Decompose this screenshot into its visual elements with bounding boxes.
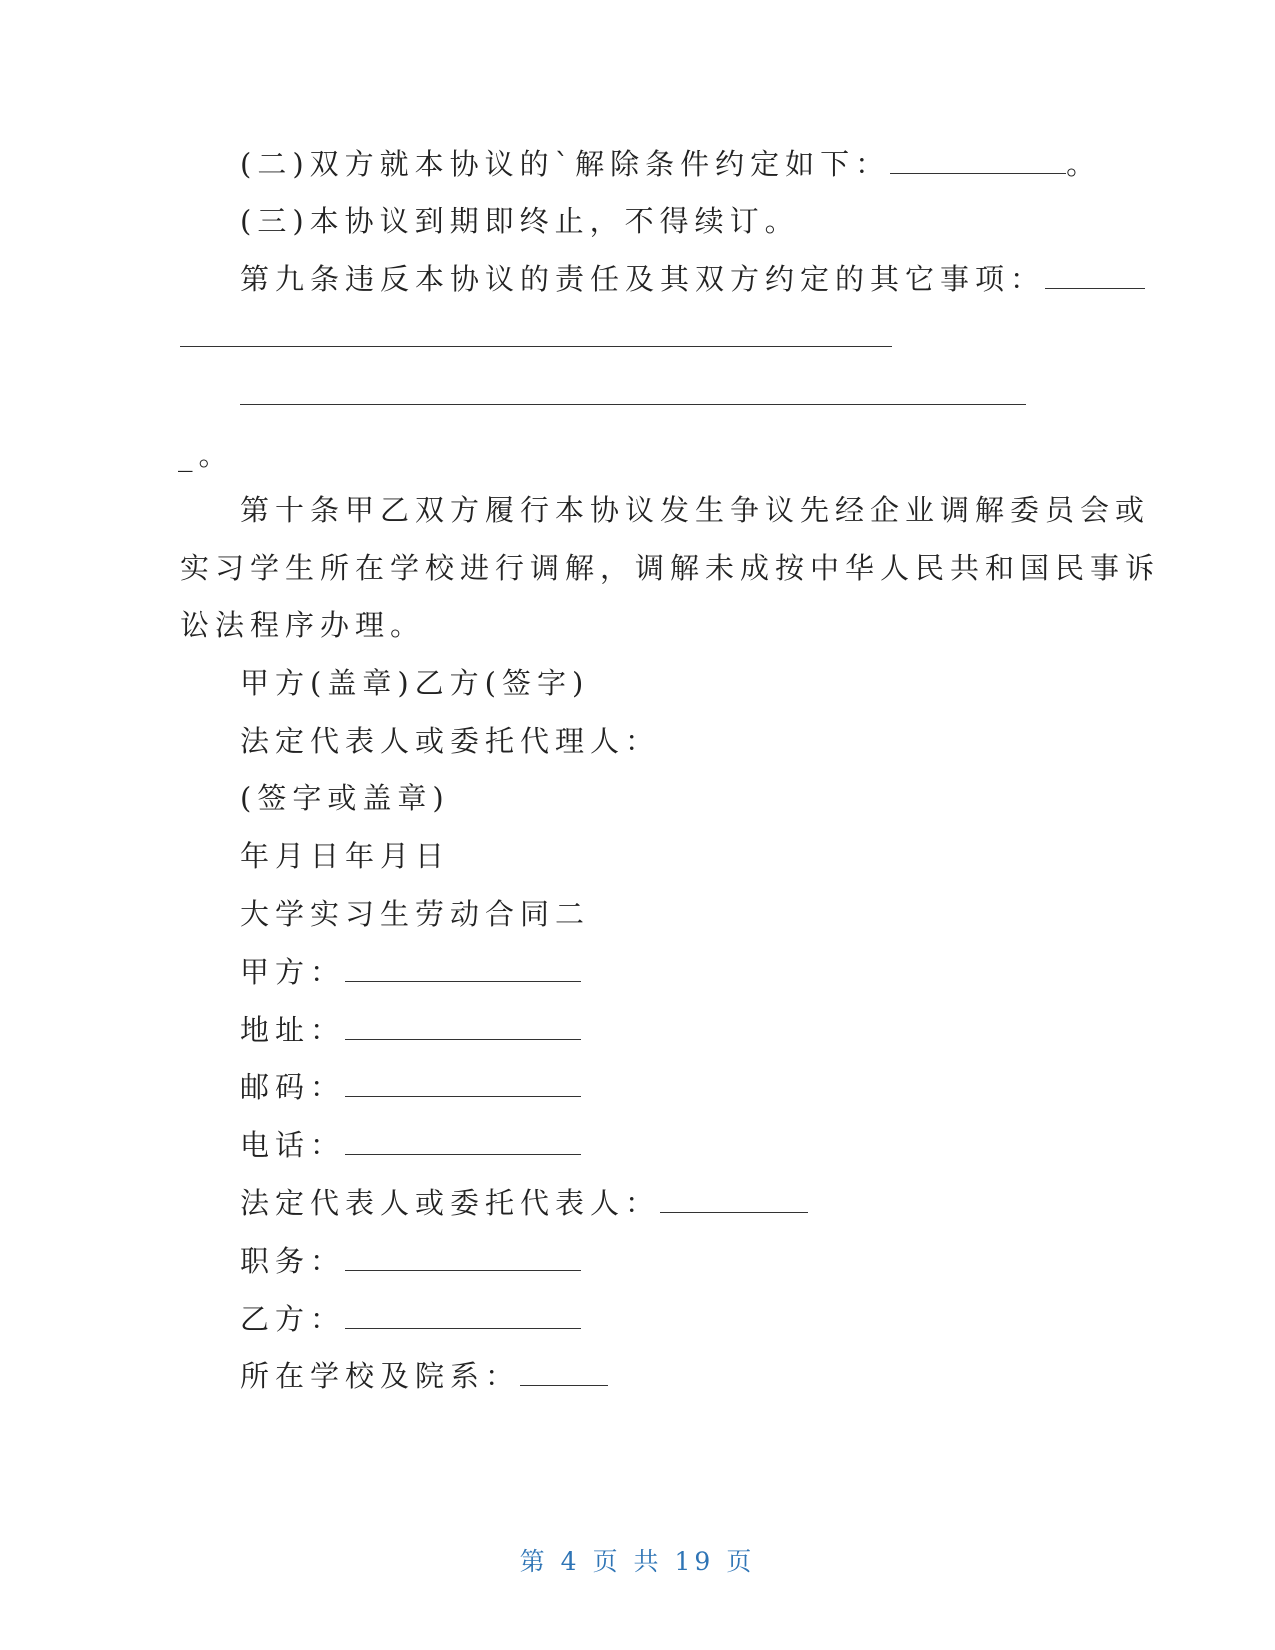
article-10-line-2: 实习学生所在学校进行调解，调解未成按中华人民共和国民事诉: [180, 551, 1161, 585]
footer-middle: 页 共: [592, 1547, 663, 1576]
field-label: 乙方：: [240, 1302, 346, 1336]
sign-seal: (签字或盖章): [240, 781, 450, 815]
field-blank: [520, 1363, 608, 1386]
field-party-a: [240, 954, 581, 990]
article-9: [240, 261, 1145, 297]
current-page-number: 4: [560, 1547, 581, 1576]
field-label: 所在学校及院系：: [240, 1359, 521, 1393]
field-blank: [660, 1190, 808, 1213]
field-label: 地址：: [240, 1013, 346, 1047]
field-school-department: [240, 1358, 608, 1394]
sign-date: 年月日年月日: [240, 839, 451, 873]
field-blank: [345, 1074, 581, 1097]
sign-representative: 法定代表人或委托代理人：: [240, 724, 661, 758]
field-party-b: [240, 1301, 581, 1337]
sign-parties: 甲方(盖章)乙方(签字): [240, 666, 590, 700]
footer-prefix: 第: [519, 1547, 549, 1576]
field-position: [240, 1243, 581, 1279]
blank-line: [1045, 266, 1145, 289]
field-blank: [345, 1306, 581, 1329]
field-blank: [345, 1017, 581, 1040]
total-page-count: 19: [674, 1547, 715, 1576]
contract-2-title: 大学实习生劳动合同二: [240, 897, 591, 931]
article-9-text: 第九条违反本协议的责任及其双方约定的其它事项：: [240, 262, 1046, 296]
clause-8-2: [240, 146, 1101, 182]
field-label: 甲方：: [240, 955, 346, 989]
clause-8-2-text: (二)双方就本协议的`解除条件约定如下：: [240, 147, 891, 181]
blank-rule: [240, 404, 1026, 405]
field-postcode: [240, 1069, 581, 1105]
field-label: 邮码：: [240, 1070, 346, 1104]
field-label: 职务：: [240, 1244, 346, 1278]
field-blank: [345, 1132, 581, 1155]
clause-8-3: (三)本协议到期即终止，不得续订。: [240, 204, 800, 238]
blank-line: [890, 151, 1066, 174]
field-blank: [345, 959, 581, 982]
field-label: 法定代表人或委托代表人：: [240, 1186, 661, 1220]
field-blank: [345, 1248, 581, 1271]
article-10-line-3: 讼法程序办理。: [180, 608, 426, 642]
field-phone: [240, 1127, 581, 1163]
field-legal-representative: [240, 1185, 808, 1221]
field-address: [240, 1012, 581, 1048]
page-footer: [0, 1542, 1275, 1578]
article-10-line-1: 第十条甲乙双方履行本协议发生争议先经企业调解委员会或: [240, 493, 1151, 527]
blank-rule: [180, 346, 892, 347]
clause-8-2-end: 。: [1066, 147, 1102, 181]
footer-suffix: 页: [726, 1547, 756, 1576]
article-9-end: _。: [178, 438, 234, 472]
field-label: 电话：: [240, 1128, 346, 1162]
